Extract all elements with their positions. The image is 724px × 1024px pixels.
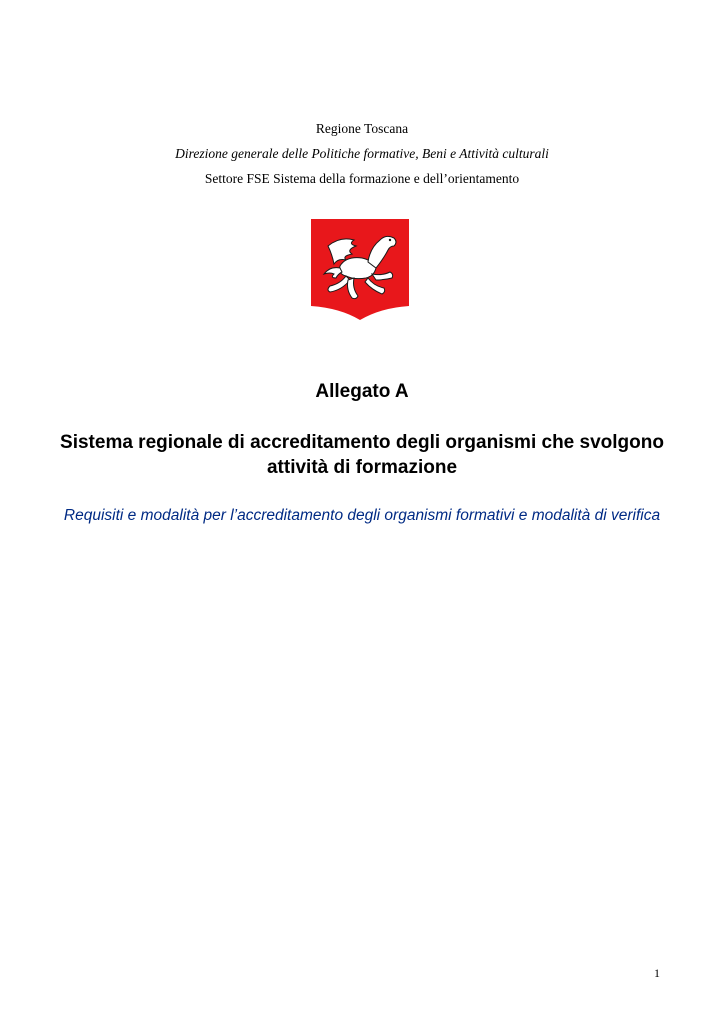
pegasus-coat-of-arms-icon — [310, 218, 410, 321]
document-title: Sistema regionale di accreditamento degli organismi che svolgono attività di formazione — [60, 432, 664, 478]
page-number: 1 — [654, 966, 660, 980]
annex-title: Allegato A — [315, 381, 409, 402]
header-sector: Settore FSE Sistema della formazione e dell’orientamento — [204, 171, 520, 186]
header-directorate: Direzione generale delle Politiche formative, Beni e Attività culturali — [175, 146, 549, 161]
header-organization: Regione Toscana — [315, 121, 409, 136]
document-subtitle: Requisiti e modalità per l’accreditamento degli organismi formativi e modalità di verifica — [63, 507, 661, 524]
